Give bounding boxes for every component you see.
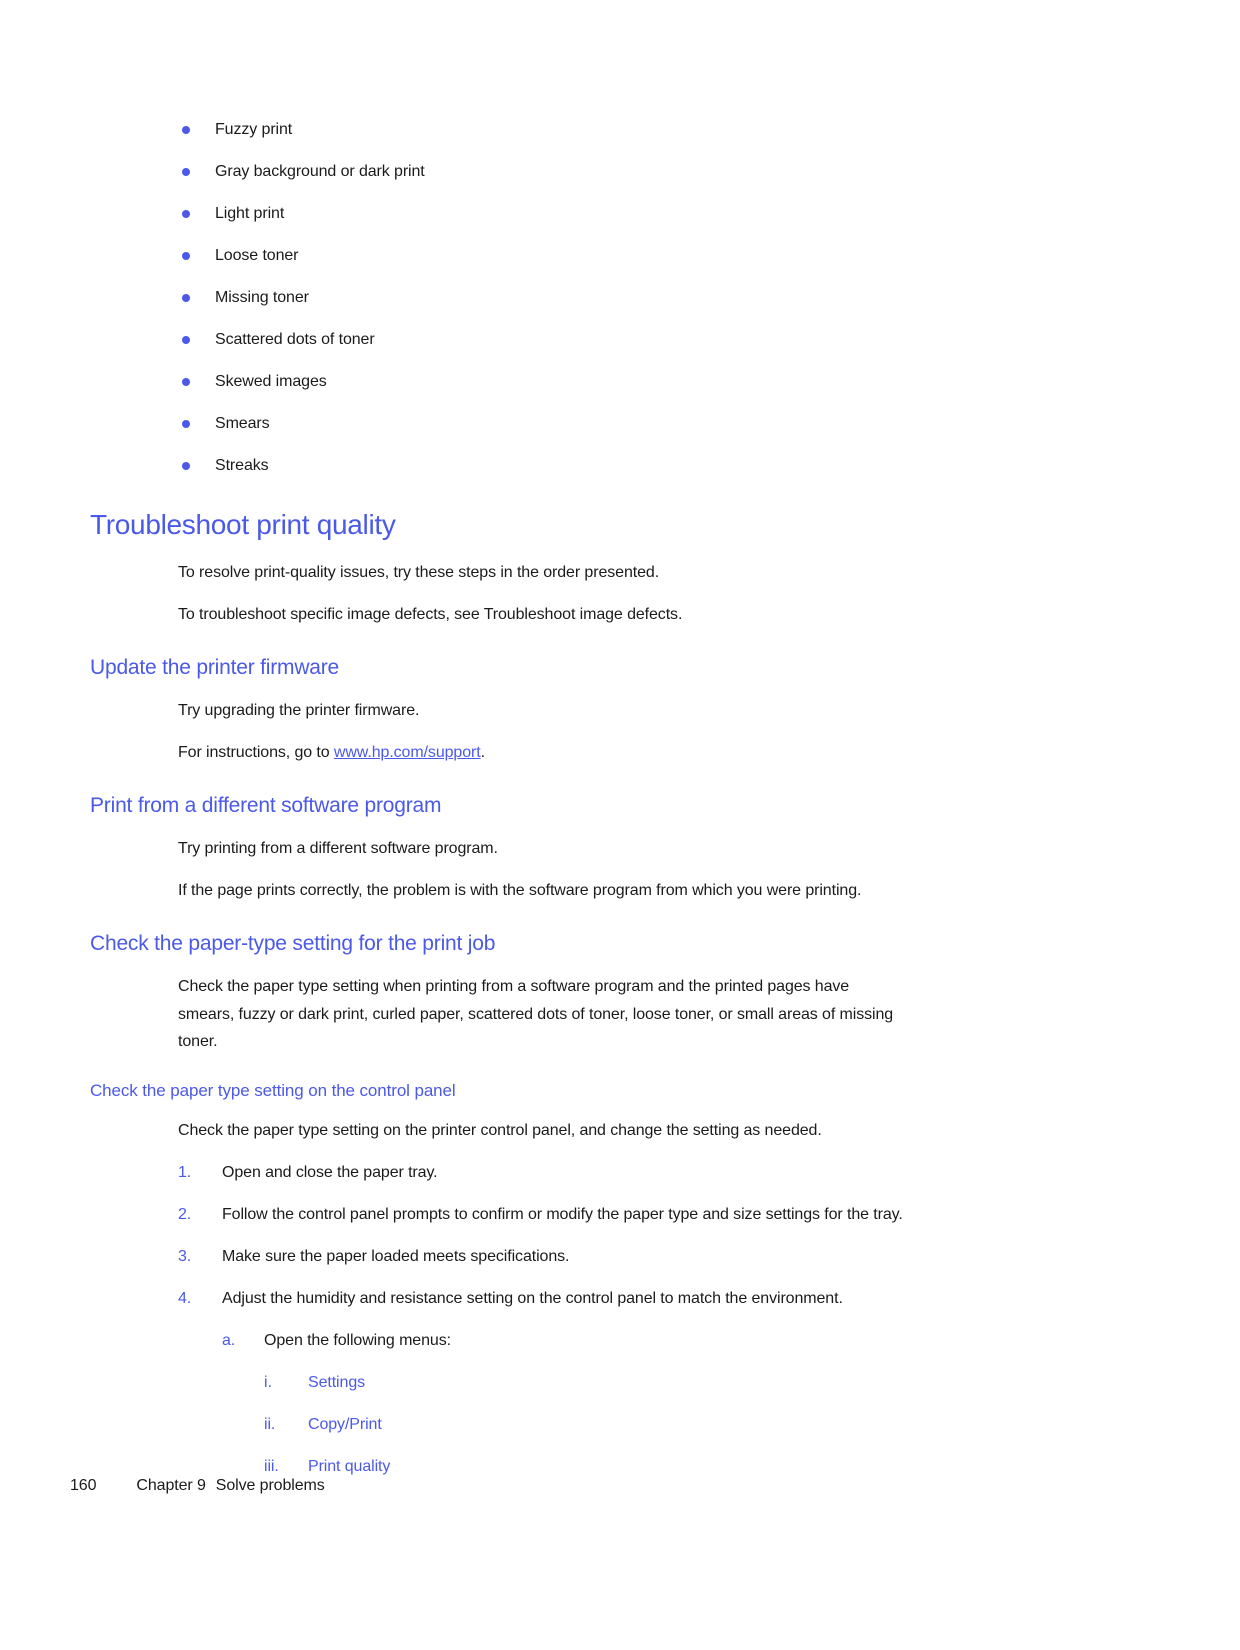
list-item-label: Scattered dots of toner: [215, 331, 375, 349]
paper-type-body: Check the paper type setting when printing from a software program and the printed pages have smears, fuzzy or dark print, curled paper, scattered dots of toner, loose toner, or small areas of missing toner.: [178, 978, 894, 1050]
support-link[interactable]: www.hp.com/support: [333, 744, 481, 762]
list-item: [182, 116, 1155, 143]
menu-item-marker: iii.: [264, 1457, 279, 1475]
list-item-label: Light print: [215, 205, 285, 223]
list-item-label: Loose toner: [215, 247, 299, 265]
menu-item: [264, 1411, 1155, 1438]
menu-item-label: Settings: [308, 1373, 366, 1391]
step-item: [178, 1285, 1138, 1312]
subsection-heading-control-panel: Check the paper type setting on the control panel: [90, 1080, 456, 1100]
step-marker: 4.: [178, 1289, 192, 1307]
step-text: Adjust the humidity and resistance setting on the control panel to match the environment.: [222, 1289, 843, 1307]
list-item-label: Gray background or dark print: [215, 163, 425, 181]
list-item-label: Smears: [215, 415, 270, 433]
page-title: Troubleshoot print quality: [90, 509, 396, 541]
menu-item: [264, 1369, 1155, 1396]
instructions-prefix: For instructions, go to: [178, 744, 334, 762]
step-marker: 1.: [178, 1163, 192, 1181]
step-text: Make sure the paper loaded meets specifications.: [222, 1247, 570, 1265]
update-firmware-body: Try upgrading the printer firmware.: [178, 702, 420, 720]
substep-marker: a.: [222, 1331, 236, 1349]
list-item: [182, 452, 1155, 479]
substep-text: Open the following menus:: [264, 1331, 451, 1349]
defect-list: [90, 116, 1155, 479]
list-item: [182, 158, 1155, 185]
list-item: [182, 284, 1155, 311]
different-program-body-2: If the page prints correctly, the problem is with the software program from which you were printing.: [178, 882, 862, 900]
list-item: [182, 326, 1155, 353]
page-content: [90, 116, 1155, 1495]
menu-item-label: Print quality: [308, 1457, 391, 1475]
section-heading-different-program: Print from a different software program: [90, 794, 442, 818]
update-firmware-instructions: [178, 739, 1098, 766]
list-item: [182, 242, 1155, 269]
bullet-icon: [182, 336, 190, 344]
section-heading-paper-type: Check the paper-type setting for the print job: [90, 932, 496, 956]
list-item: [182, 410, 1155, 437]
bullet-icon: [182, 462, 190, 470]
list-item-label: Fuzzy print: [215, 121, 293, 138]
step-item: [178, 1243, 1138, 1270]
bullet-icon: [182, 126, 190, 134]
menu-item-marker: ii.: [264, 1415, 276, 1433]
control-panel-body: Check the paper type setting on the printer control panel, and change the setting as needed.: [178, 1121, 822, 1139]
substep-item: [222, 1327, 1155, 1354]
step-marker: 2.: [178, 1205, 192, 1223]
instructions-suffix: .: [480, 744, 485, 762]
step-text: Open and close the paper tray.: [222, 1163, 438, 1181]
footer-chapter-label: Chapter 9: [136, 1477, 206, 1494]
step-marker: 3.: [178, 1247, 192, 1265]
footer-page-number: 160: [70, 1477, 97, 1494]
bullet-icon: [182, 168, 190, 176]
different-program-body-1: Try printing from a different software program.: [178, 840, 498, 858]
menu-item-marker: i.: [264, 1373, 272, 1391]
list-item: [182, 368, 1155, 395]
menu-item: [264, 1453, 1155, 1480]
bullet-icon: [182, 210, 190, 218]
bullet-icon: [182, 420, 190, 428]
intro-paragraph-2: To troubleshoot specific image defects, see Troubleshoot image defects.: [178, 606, 683, 624]
list-item-label: Skewed images: [215, 373, 327, 391]
page-footer: [70, 1477, 325, 1495]
section-heading-update-firmware: Update the printer firmware: [90, 656, 340, 680]
intro-paragraph-1: To resolve print-quality issues, try these steps in the order presented.: [178, 564, 660, 582]
list-item-label: Missing toner: [215, 289, 309, 307]
step-item: [178, 1159, 1138, 1186]
bullet-icon: [182, 378, 190, 386]
menu-item-label: Copy/Print: [308, 1415, 382, 1433]
step-item: [178, 1201, 1138, 1228]
list-item: [182, 200, 1155, 227]
bullet-icon: [182, 252, 190, 260]
list-item-label: Streaks: [215, 457, 269, 475]
bullet-icon: [182, 294, 190, 302]
footer-chapter-title: Solve problems: [215, 1477, 325, 1494]
step-text: Follow the control panel prompts to confirm or modify the paper type and size settings for the tray.: [222, 1205, 903, 1223]
